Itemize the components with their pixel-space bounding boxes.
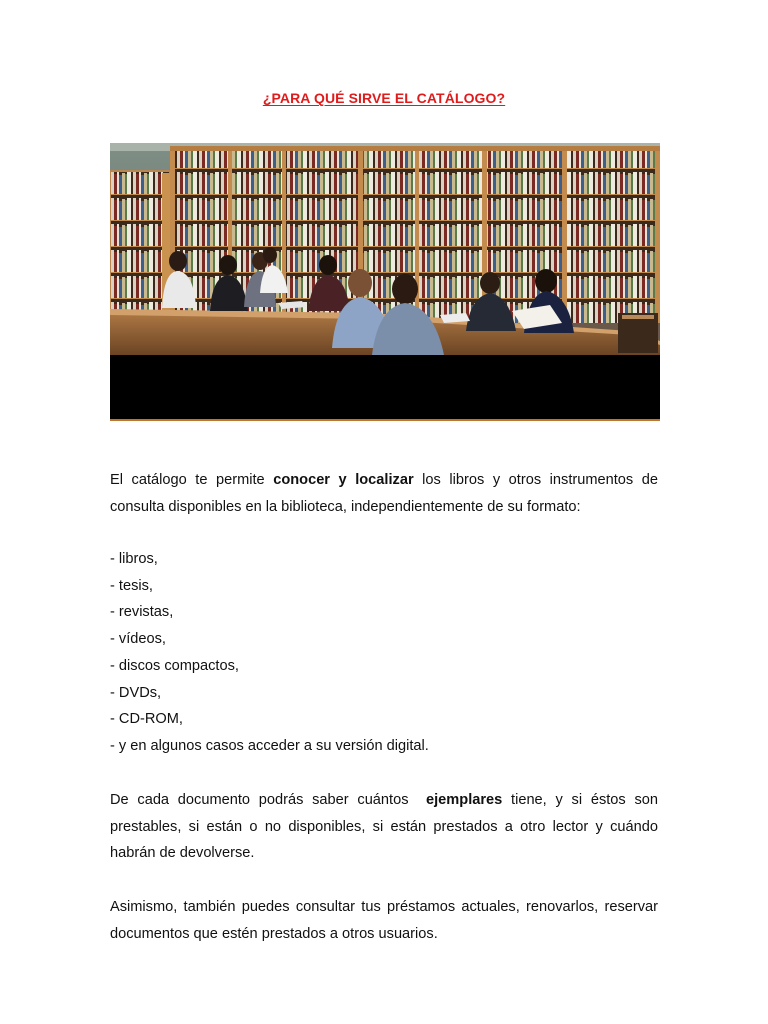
library-reading-room-photo — [110, 143, 660, 421]
paragraph-copies-text-end: tiene, y si éstos son prestables, si están o no disponibles, si están prestados a otro lector y cuándo habrán de devolverse. — [110, 792, 658, 862]
page-title: ¿PARA QUÉ SIRVE EL CATÁLOGO? — [262, 90, 506, 106]
paragraph-intro-text-start: El catálogo te permite — [110, 472, 274, 488]
paragraph-copies — [110, 787, 658, 867]
photo-bottom-rule — [110, 419, 660, 421]
list-item: - libros, — [110, 551, 158, 567]
paragraph-intro — [110, 467, 658, 520]
paragraph-intro-bold: conocer y localizar — [273, 472, 414, 488]
library-photo — [110, 143, 660, 421]
formats-list — [110, 546, 658, 760]
paragraph-copies-text-start: De cada documento podrás saber cuántos — [110, 792, 427, 808]
list-item: - CD-ROM, — [110, 711, 183, 728]
list-item: - y en algunos casos acceder a su versión digital. — [110, 737, 429, 754]
paragraph-intro-text-end: los libros y otros instrumentos de consulta disponibles en la biblioteca, independientemente de su formato: — [110, 472, 658, 515]
paragraph-loans: Asimismo, también puedes consultar tus préstamos actuales, renovarlos, reservar documentos que estén prestados a otros usuarios. — [110, 899, 658, 942]
list-item: - vídeos, — [110, 631, 166, 648]
list-item: - revistas, — [110, 604, 174, 621]
list-item: - discos compactos, — [110, 657, 239, 674]
list-item: - DVDs, — [110, 684, 162, 701]
list-item: - tesis, — [110, 577, 153, 594]
paragraph-copies-bold: ejemplares — [426, 792, 503, 808]
